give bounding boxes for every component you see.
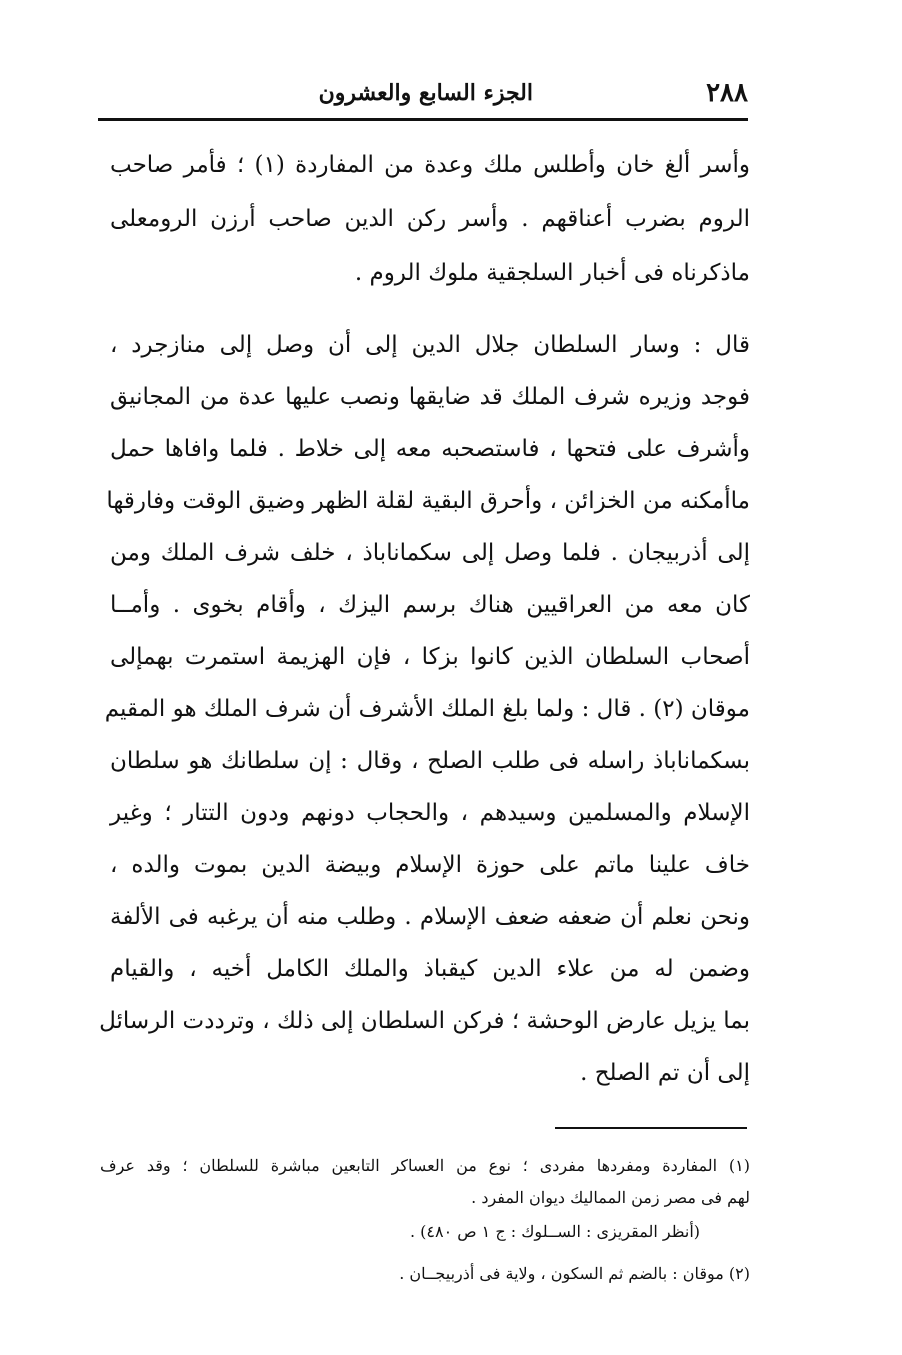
- body-line: أصحاب السلطان الذين كانوا بزكا ، فإن الهزيمة استمرت بهمإلى: [110, 644, 750, 670]
- footnote-line: (١) المفاردة ومفردها مفردى ؛ نوع من العساكر التابعين مباشرة للسلطان ؛ وقد عرف: [100, 1156, 750, 1175]
- body-line: الإسلام والمسلمين وسيدهم ، والحجاب دونهم ودون التتار ؛ وغير: [110, 800, 750, 826]
- running-title: الجزء السابع والعشرون: [318, 80, 533, 106]
- footnote-line: (أنظر المقريزى : الســلوك : ج ١ ص ٤٨٠) .: [409, 1222, 700, 1241]
- body-line: وضمن له من علاء الدين كيقباذ والملك الكامل أخيه ، والقيام: [110, 956, 750, 982]
- header-rule: [98, 118, 748, 121]
- body-line: موقان (٢) . قال : ولما بلغ الملك الأشرف أن شرف الملك هو المقيم: [104, 696, 750, 722]
- body-line: كان معه من العراقيين هناك برسم اليزك ، وأقام بخوى . وأمــا: [110, 592, 750, 618]
- body-line: فوجد وزيره شرف الملك قد ضايقها ونصب عليها عدة من المجانيق: [110, 384, 750, 410]
- page-number: ٢٨٨: [706, 78, 748, 108]
- footnote-rule: [555, 1127, 747, 1129]
- body-line: إلى أن تم الصلح .: [580, 1060, 750, 1086]
- body-line: الروم بضرب أعناقهم . وأسر ركن الدين صاحب أرزن الرومعلى: [110, 206, 750, 232]
- body-line: وأشرف على فتحها ، فاستصحبه معه إلى خلاط . فلما وافاها حمل: [110, 436, 750, 462]
- body-line: قال : وسار السلطان جلال الدين إلى أن وصل إلى منازجرد ،: [110, 332, 750, 358]
- page-header: [98, 78, 748, 118]
- body-line: وأسر ألغ خان وأطلس ملك وعدة من المفاردة (١) ؛ فأمر صاحب: [110, 152, 750, 178]
- body-line: إلى أذربيجان . فلما وصل إلى سكماناباذ ، خلف شرف الملك ومن: [110, 540, 750, 566]
- footnote-line: (٢) موقان : بالضم ثم السكون ، ولاية فى أذربيجــان .: [399, 1264, 750, 1283]
- body-line: ونحن نعلم أن ضعفه ضعف الإسلام . وطلب منه أن يرغبه فى الألفة: [110, 904, 750, 930]
- body-line: بما يزيل عارض الوحشة ؛ فركن السلطان إلى ذلك ، وترددت الرسائل: [99, 1008, 750, 1034]
- body-line: ماذكرناه فى أخبار السلجقية ملوك الروم .: [354, 260, 750, 286]
- footnote-line: لهم فى مصر زمن المماليك ديوان المفرد .: [471, 1188, 750, 1207]
- body-line: بسكماناباذ راسله فى طلب الصلح ، وقال : إن سلطانك هو سلطان: [110, 748, 750, 774]
- body-line: ماأمكنه من الخزائن ، وأحرق البقية لقلة الظهر وضيق الوقت وفارقها: [106, 488, 750, 514]
- body-line: خاف علينا ماتم على حوزة الإسلام وبيضة الدين بموت والده ،: [110, 852, 750, 878]
